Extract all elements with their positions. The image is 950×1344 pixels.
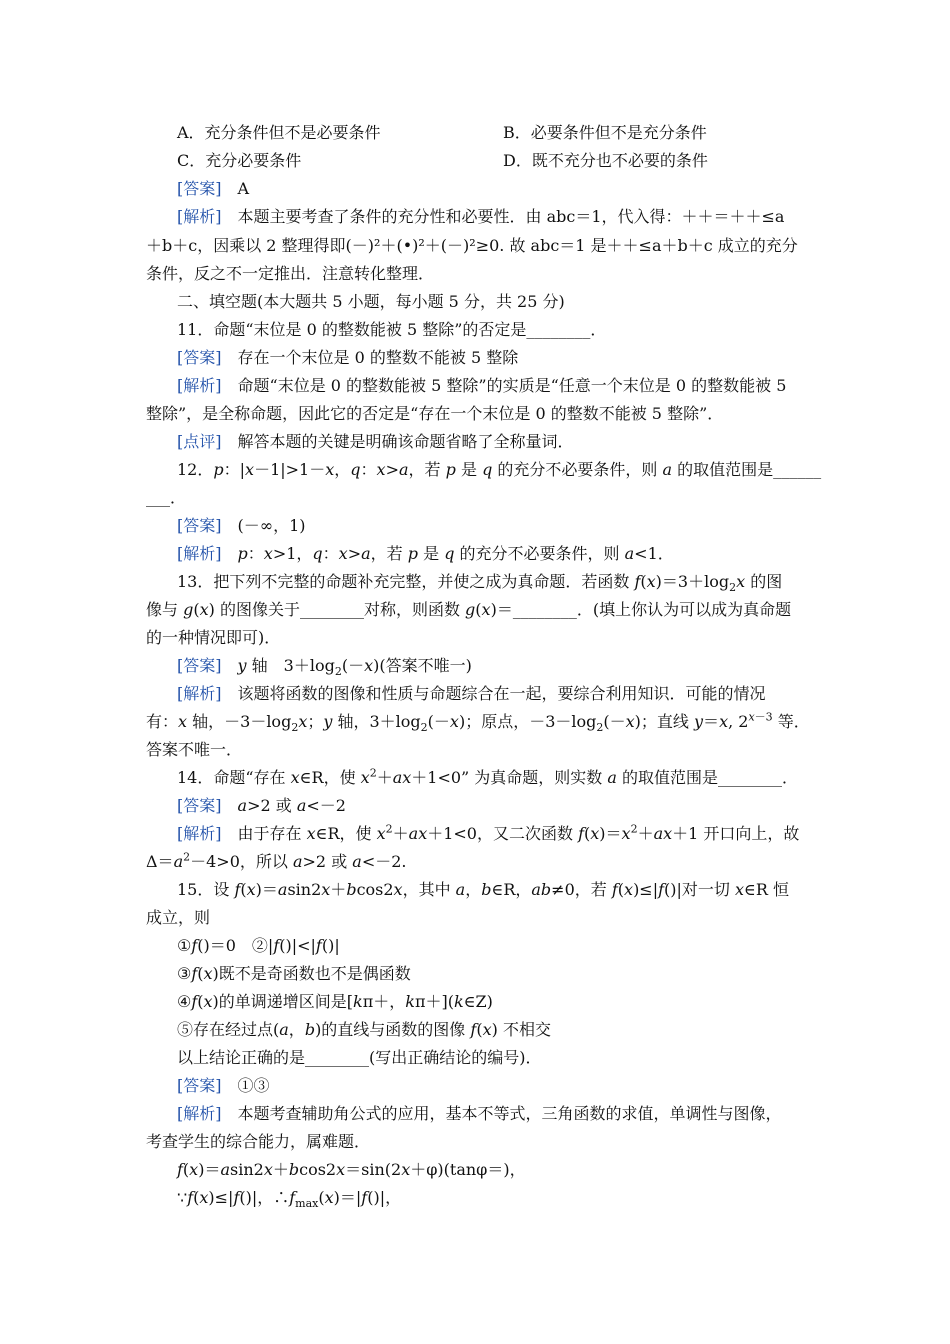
formula-line: f(x)＝asin2x＋bcos2x＝sin(2x＋φ)(tanφ＝)， [177,1160,526,1179]
analysis-tag: [解析] [177,544,222,563]
answer-tag: [答案] [177,516,222,535]
comment-text: 解答本题的关键是明确该命题省略了全称量词． [237,432,574,451]
formula-line: ∵f(x)≤|f()|，$\therefore f_{max}(x)=|f()|$， [177,1188,402,1211]
answer-text: A [237,179,250,198]
analysis-tag: [解析] [177,1104,222,1123]
option-b: B．必要条件但不是充分条件 [503,123,707,142]
answer-text: 存在一个末位是 0 的整数不能被 5 整除 [237,348,519,367]
analysis-line: 条件，反之不一定推出．注意转化整理． [146,264,435,283]
comment-line [177,432,574,452]
question-13-cont: 像与 g(x) 的图像关于________对称，则函数 g(x)＝________．(填上你认为可以成为真命题 [146,600,792,619]
option-a: A．充分条件但不是必要条件 [177,123,381,142]
answer-line [177,179,249,199]
analysis-tag: [解析] [177,824,222,843]
analysis-line: ＋b＋c，因乘以 2 整理得即(－)²＋(•)²＋(－)²≥0. 故 abc＝1 是＋＋≤a＋b＋c 成立的充分 [146,236,798,255]
answer-tag: [答案] [177,656,222,675]
statement-5: ⑤存在经过点(a，b)的直线与函数的图像 f(x) 不相交 [177,1020,551,1039]
answer-line [177,1076,270,1096]
analysis-tag: [解析] [177,207,222,226]
analysis-line: 考查学生的综合能力，属难题． [146,1132,371,1151]
analysis-text: 该题将函数的图像和性质与命题综合在一起，要综合利用知识．可能的情况 [237,684,766,703]
analysis-line [177,1104,782,1124]
analysis-line: 有：x 轴，$-3-\log_2x$；y 轴，$3+\log_2(-x)$；原点，$-3-\log_2(-x)$；直线 y＝x, $2^{x-3}$ 等． [146,710,810,735]
answer-tag: [答案] [177,179,222,198]
analysis-tag: [解析] [177,376,222,395]
analysis-line: 答案不唯一． [146,740,243,759]
statement-1-2: ①f()＝0 ②|f()|<|f()| [177,936,340,955]
analysis-line: [解析] 由于存在 x∈R，使 $x^2+ax+1<0$，又二次函数 $f(x)=x^2+ax+1$ 开口向上，故 [177,822,800,843]
question-15: 15．设 f(x)＝asin2x＋bcos2x，其中 a，b∈R，ab≠0，若 f(x)≤|f()|对一切 x∈R 恒 [177,880,790,899]
analysis-tag: [解析] [177,684,222,703]
option-row [177,123,707,143]
answer-tag: [答案] [177,796,222,815]
question-13: 13．把下列不完整的命题补充完整，并使之成为真命题．若函数 $f(x)=3+\log_2x$ 的图 [177,572,783,595]
statement-3: ③f(x)既不是奇函数也不是偶函数 [177,964,411,983]
question-13-cont: 的一种情况即可)． [146,628,281,647]
question-15-prompt: 以上结论正确的是________(写出正确结论的编号)． [177,1048,542,1067]
answer-line [177,348,518,368]
question-14: 14．命题“存在 x∈R，使 $x^2+ax+1<0$” 为真命题，则实数 a 的取值范围是________． [177,766,799,787]
answer-line [177,516,306,536]
analysis-line [177,376,786,396]
question-12: 12．p：|x－1|>1－x，q：x>a，若 p 是 q 的充分不必要条件，则 a 的取值范围是______ [177,460,822,479]
statement-4: ④f(x)的单调递增区间是[kπ＋，kπ＋](k∈Z) [177,992,493,1011]
analysis-text: 本题考查辅助角公式的应用，基本不等式，三角函数的求值，单调性与图像， [237,1104,782,1123]
analysis-line: [解析] p：x>1，q：x>a，若 p 是 q 的充分不必要条件，则 a<1． [177,544,674,563]
analysis-line [177,684,766,704]
answer-line: [答案] a>2 或 a<－2 [177,796,346,815]
section-heading: 二、填空题(本大题共 5 小题，每小题 5 分，共 25 分) [177,292,565,311]
answer-tag: [答案] [177,348,222,367]
answer-tag: [答案] [177,1076,222,1095]
comment-tag: [点评] [177,432,222,451]
analysis-text: 命题“末位是 0 的整数能被 5 整除”的实质是“任意一个末位是 0 的整数能被 5 [237,376,787,395]
answer-text: (－∞，1) [237,516,306,535]
question-11: 11．命题“末位是 0 的整数能被 5 整除”的否定是________． [177,320,607,339]
question-15-cont: 成立，则 [146,908,211,927]
analysis-line [177,207,784,227]
analysis-line: 整除”，是全称命题，因此它的否定是“存在一个末位是 0 的整数不能被 5 整除”． [146,404,724,423]
answer-text: ①③ [237,1076,270,1095]
analysis-line: $\Delta=a^2-4>0$，所以 a>2 或 a<－2. [146,850,407,871]
option-row [177,151,708,171]
option-c: C．充分必要条件 [177,151,302,170]
option-d: D．既不充分也不必要的条件 [503,151,708,170]
analysis-text: 本题主要考查了条件的充分性和必要性．由 abc＝1，代入得：＋＋＝＋＋≤a [237,207,785,226]
answer-line: [答案] y 轴 $3+\log_2(-x)$(答案不唯一) [177,656,472,679]
question-12-cont: ___． [146,488,187,507]
